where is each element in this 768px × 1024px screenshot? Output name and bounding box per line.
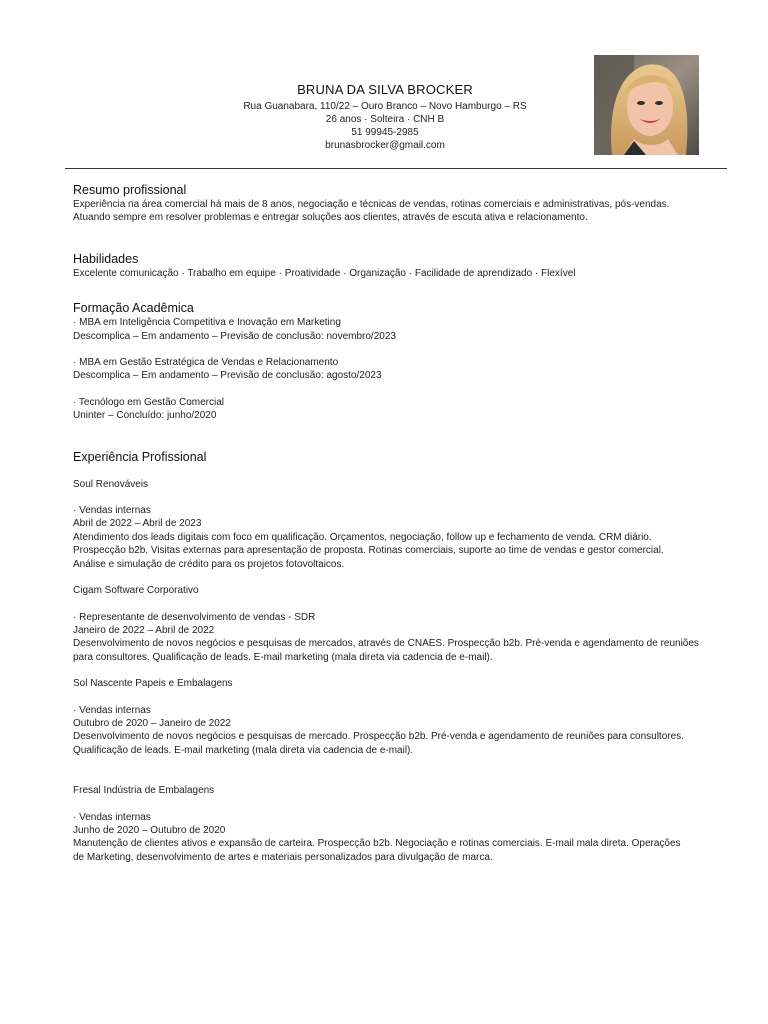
section-title-experiencia: Experiência Profissional: [73, 449, 207, 464]
job-period: Abril de 2022 – Abril de 2023: [73, 518, 202, 530]
job-period: Janeiro de 2022 – Abril de 2022: [73, 624, 215, 636]
habilidades-text: Excelente comunicação · Trabalho em equipe · Proatividade · Organização · Facilidade de aprendizado · Flexível: [73, 267, 576, 279]
job-period: Junho de 2020 – Outubro de 2020: [73, 824, 226, 836]
job-desc: Desenvolvimento de novos negócios e pesquisas de mercado. Prospecção b2b. Pré-venda e agendamento de reuniões para consultores.: [73, 731, 684, 743]
job-role: · Vendas internas: [73, 505, 151, 517]
profile-photo: [594, 55, 699, 155]
section-formacao: [73, 301, 733, 422]
formacao-detail: Descomplica – Em andamento – Previsão de conclusão: novembro/2023: [73, 330, 396, 342]
phone: 51 99945-2985: [351, 127, 419, 138]
job-period: Outubro de 2020 – Janeiro de 2022: [73, 717, 231, 729]
profile-photo-image: [594, 55, 699, 155]
section-title-habilidades: Habilidades: [73, 251, 139, 266]
job-desc: Qualificação de leads. E-mail marketing (mala direta via cadencia de e-mail).: [73, 744, 414, 756]
job-entry: [73, 784, 733, 864]
job-role: · Vendas internas: [73, 811, 151, 823]
address: Rua Guanabara, 110/22 – Ouro Branco – Novo Hamburgo – RS: [243, 101, 527, 112]
job-role: · Vendas internas: [73, 704, 151, 716]
job-company: Sol Nascente Papeis e Embalagens: [73, 678, 233, 690]
formacao-course: · MBA em Gestão Estratégica de Vendas e Relacionamento: [73, 357, 339, 369]
job-desc: Manutenção de clientes ativos e expansão de carteira. Prospecção b2b. Negociação e rotinas comerciais. E-mail mala direta. Operações: [73, 838, 681, 850]
resumo-line: Experiência na área comercial há mais de 8 anos, negociação e técnicas de vendas, rotinas comerciais e administrativas, pós-vendas.: [73, 199, 670, 210]
formacao-detail: Uninter – Concluído: junho/2020: [73, 410, 217, 422]
section-habilidades: [73, 252, 733, 280]
job-entry: [73, 677, 733, 757]
email: brunasbrocker@gmail.com: [325, 140, 445, 151]
job-desc: Atendimento dos leads digitais com foco em qualificação. Orçamentos, negociação, follow up e fechamento de venda. CRM diário.: [73, 531, 652, 543]
job-desc: Análise e simulação de crédito para os projetos fotovoltaicos.: [73, 558, 345, 570]
job-desc: Desenvolvimento de novos negócios e pesquisas de mercados, através de CNAES. Prospecção b2b. Pré-venda e agendamento de reuniões: [73, 638, 699, 650]
job-role: · Representante de desenvolvimento de vendas - SDR: [73, 611, 316, 623]
formacao-course: · MBA em Inteligência Competitiva e Inovação em Marketing: [73, 317, 341, 329]
section-title-formacao: Formação Acadêmica: [73, 301, 194, 316]
candidate-name: BRUNA DA SILVA BROCKER: [297, 82, 473, 97]
resumo-line: Atuando sempre em resolver problemas e entregar soluções aos clientes, através de escuta ativa e relacionamento.: [73, 212, 588, 224]
job-entry: [73, 584, 733, 664]
job-desc: Prospecção b2b. Visitas externas para apresentação de proposta. Rotinas comerciais, suporte ao time de vendas e gestor comercial.: [73, 545, 664, 557]
job-company: Cigam Software Corporativo: [73, 585, 199, 597]
formacao-detail: Descomplica – Em andamento – Previsão de conclusão: agosto/2023: [73, 370, 382, 382]
job-company: Soul Renováveis: [73, 478, 149, 490]
resume-header: [140, 82, 630, 152]
job-desc: de Marketing, desenvolvimento de artes e materiais personalizados para divulgação de marca.: [73, 851, 493, 863]
job-company: Fresal Indústria de Embalagens: [73, 785, 215, 797]
job-entry: [73, 478, 733, 571]
header-divider: [65, 168, 727, 169]
section-experiencia: [73, 450, 733, 865]
section-title-resumo: Resumo profissional: [73, 183, 187, 197]
section-resumo: [73, 183, 733, 225]
personal-info: 26 anos · Solteira · CNH B: [325, 114, 445, 125]
resume-body: [73, 183, 733, 864]
formacao-course: · Tecnólogo em Gestão Comercial: [73, 396, 224, 408]
job-desc: para consultores. Qualificação de leads. E-mail marketing (mala direta via cadencia de e-mail).: [73, 651, 493, 663]
